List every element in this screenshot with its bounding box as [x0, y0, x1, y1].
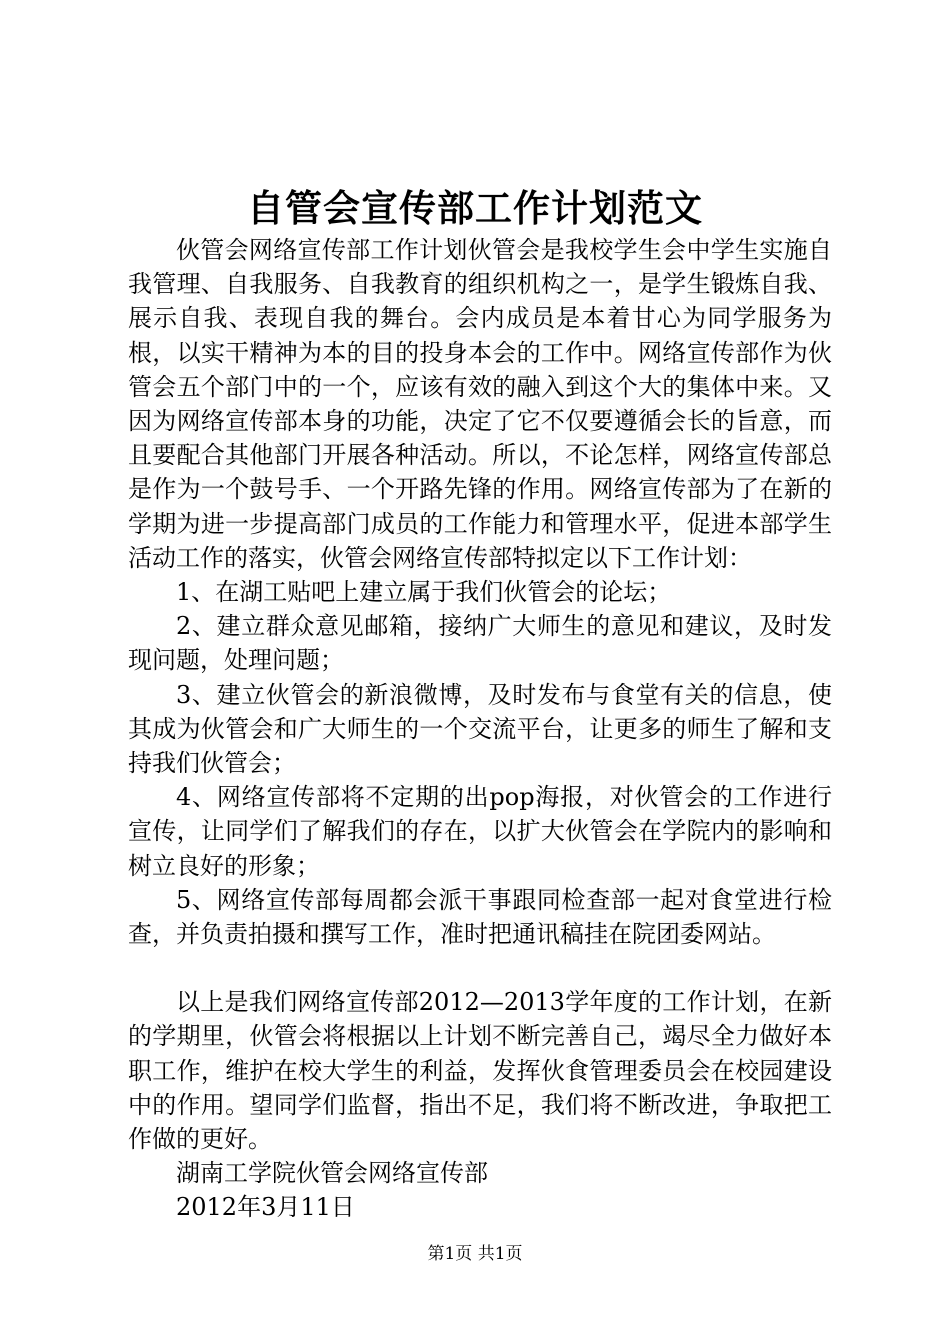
signature-line: 湖南工学院伙管会网络宣传部 — [176, 1159, 488, 1188]
plan-item-3: 3、建立伙管会的新浪微博，及时发布与食堂有关的信息，使其成为伙管会和广大师生的一个交流平台，让更多的师生了解和支持我们伙管会； — [128, 680, 832, 778]
plan-item-1: 1、在湖工贴吧上建立属于我们伙管会的论坛； — [176, 578, 672, 607]
plan-item-4: 4、网络宣传部将不定期的出pop海报，对伙管会的工作进行宣传，让同学们了解我们的存在，以扩大伙管会在学院内的影响和树立良好的形象； — [128, 783, 832, 880]
plan-item-5: 5、网络宣传部每周都会派干事跟同检查部一起对食堂进行检查，并负责拍摄和撰写工作，准时把通讯稿挂在院团委网站。 — [128, 885, 832, 949]
document-title: 自管会宣传部工作计划范文 — [247, 186, 703, 230]
document-body — [128, 233, 832, 1225]
plan-item-2: 2、建立群众意见邮箱，接纳广大师生的意见和建议，及时发现问题，处理问题； — [128, 612, 832, 675]
date-line: 2012年3月11日 — [176, 1193, 355, 1222]
page-footer: 第1页 共1页 — [427, 1244, 523, 1264]
paragraph-spacer — [128, 951, 832, 985]
closing-paragraph: 以上是我们网络宣传部2012—2013学年度的工作计划，在新的学期里，伙管会将根据以上计划不断完善自己，竭尽全力做好本职工作，维护在校大学生的利益，发挥伙食管理委员会在校园建设中的作用。望同学们监督，指出不足，我们将不断改进，争取把工作做的更好。 — [128, 988, 832, 1154]
intro-paragraph: 伙管会网络宣传部工作计划伙管会是我校学生会中学生实施自我管理、自我服务、自我教育的组织机构之一，是学生锻炼自我、展示自我、表现自我的舞台。会内成员是本着甘心为同学服务为根，以实干精神为本的目的投身本会的工作中。网络宣传部作为伙管会五个部门中的一个，应该有效的融入到这个大的集体中来。又因为网络宣传部本身的功能，决定了它不仅要遵循会长的旨意，而且要配合其他部门开展各种活动。所以，不论怎样，网络宣传部总是作为一个鼓号手、一个开路先锋的作用。网络宣传部为了在新的学期为进一步提高部门成员的工作能力和管理水平，促进本部学生活动工作的落实，伙管会网络宣传部特拟定以下工作计划： — [128, 236, 832, 572]
